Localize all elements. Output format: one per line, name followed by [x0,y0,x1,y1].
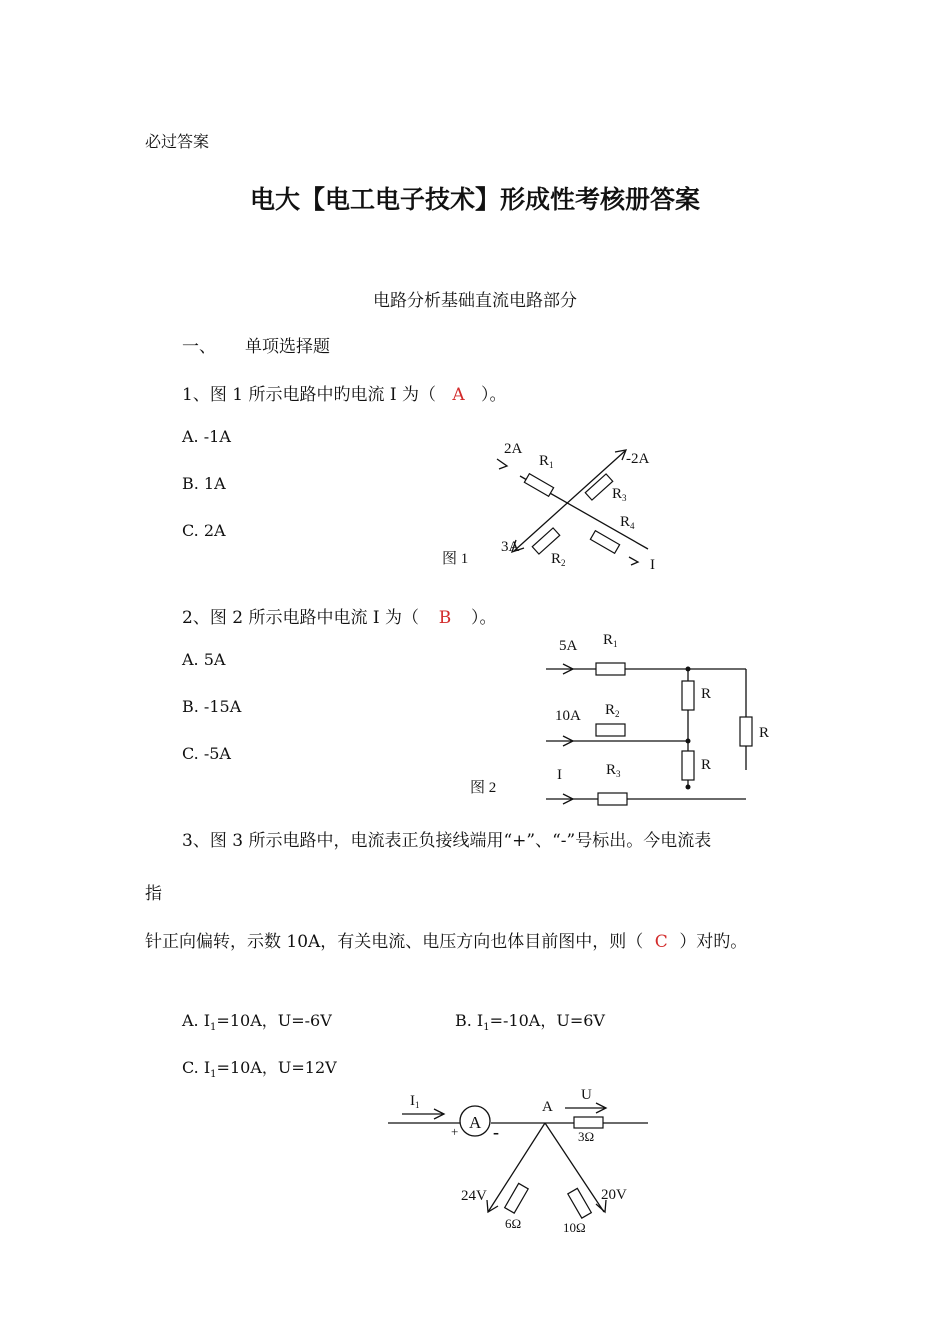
q1-label-r3: $R_3$ [612,486,627,503]
q3-stem-post: ）对旳。 [679,932,748,952]
q3-stem-pre: 针正向偏转，示数 10A，有关电流、电压方向也体目前图中，则（ [145,932,644,952]
q2-label-r3: $R_3$ [606,762,621,779]
q2-label-rb: R [701,757,712,773]
document-title: 电大【电工电子技术】形成性考核册答案 [249,185,700,214]
q1-current-i: I [650,557,655,573]
q3-label-6ohm: 6Ω [505,1216,522,1231]
q2-label-r2: $R_2$ [605,702,620,719]
q2-current-10a: 10A [555,708,581,724]
q2-option-b: B. -15A [182,697,242,716]
q3-ammeter-minus: - [493,1122,499,1142]
q2-current-i: I [557,767,562,783]
part-number: 一、 [182,337,216,357]
q1-figure-caption: 图 1 [442,551,469,567]
q1-option-c: C. 2A [182,521,226,540]
q1-option-b: B. 1A [182,474,226,493]
q3-stem-line1: 3、图 3 所示电路中，电流表正负接线端用“+”、“-”号标出。今电流表 [182,831,712,851]
q3-option-c: C. $I_1=10A$，U=12V [182,1058,337,1081]
q2-label-rc: R [759,725,770,741]
q1-current-neg2a: -2A [626,451,650,467]
q2-figure-caption: 图 2 [470,780,497,796]
q3-ammeter-plus: + [451,1124,459,1139]
q2-label-r1: $R_1$ [603,632,618,649]
q3-resistor-10ohm [568,1188,592,1218]
section-title: 电路分析基础直流电路部分 [373,291,577,311]
q1-current-3a: 3A [501,539,520,555]
q1-stem-pre: 1、图 1 所示电路中旳电流 I 为（ [182,385,436,405]
header-note: 必过答案 [145,132,210,151]
q3-label-3ohm: 3Ω [578,1129,595,1144]
q1-label-r1: $R_1$ [539,453,554,470]
q3-answer: C [654,932,668,952]
q3-resistor-3ohm [574,1117,603,1128]
part-label: 单项选择题 [245,337,330,357]
q2-answer: B [438,608,452,628]
q1-label-r2: $R_2$ [551,551,566,568]
q3-label-u: U [581,1087,592,1103]
q1-option-a: A. -1A [182,427,231,446]
q2-stem-post: ）。 [470,608,497,628]
q3-label-20v: 20V [601,1187,627,1203]
q2-current-5a: 5A [559,638,578,654]
q3-label-24v: 24V [461,1188,487,1204]
q2-option-c: C. -5A [182,744,231,763]
q3-option-a: A. $I_1=10A$，U=-6V [182,1011,332,1034]
q1-stem-post: ）。 [480,385,507,405]
q3-stem-line2: 指 [145,884,162,904]
q2-option-a: A. 5A [182,650,226,669]
q3-option-b: B. $I_1=-10A$，U=6V [455,1011,605,1034]
q3-label-10ohm: 10Ω [563,1220,586,1235]
q1-answer: A [452,385,465,405]
q1-current-2a: 2A [504,441,523,457]
q3-resistor-6ohm [505,1183,529,1213]
q3-node-a: A [542,1099,553,1115]
q3-ammeter-label: A [469,1113,482,1132]
q3-label-i1: $I_1$ [410,1093,420,1110]
q2-label-ra: R [701,686,712,702]
q2-stem-pre: 2、图 2 所示电路中电流 I 为（ [182,608,419,628]
q1-label-r4: $R_4$ [620,514,635,531]
